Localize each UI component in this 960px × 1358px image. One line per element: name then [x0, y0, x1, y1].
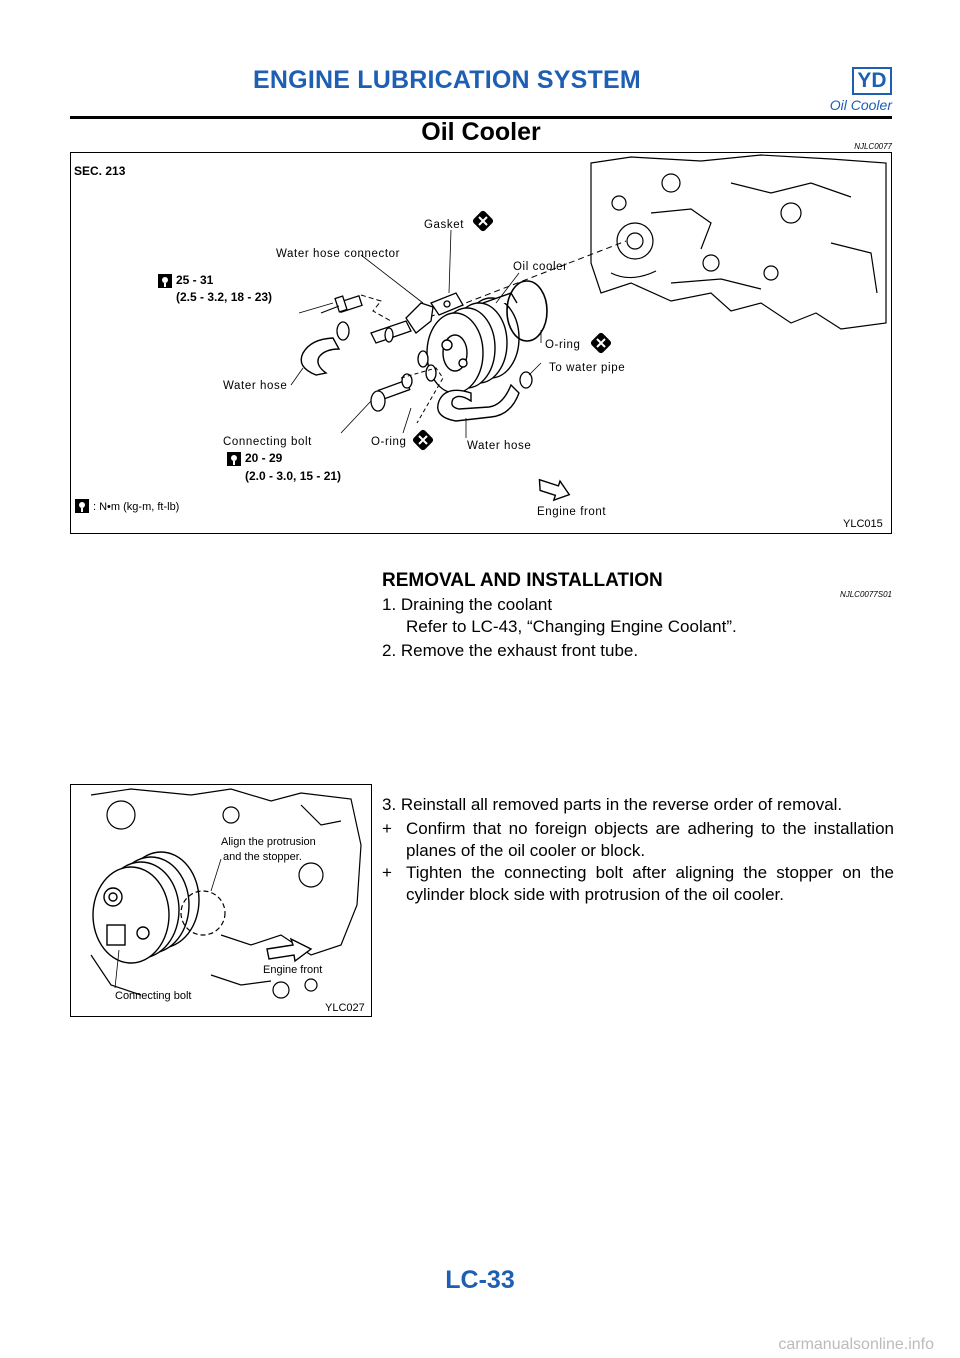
label-water-hose-1: Water hose — [223, 380, 288, 392]
step-3: 3. Reinstall all removed parts in the reverse order of removal. — [382, 795, 843, 814]
list-item — [382, 818, 894, 862]
figure-id: YLC027 — [325, 1002, 365, 1014]
label-align-1: Align the protrusion — [221, 836, 316, 848]
replace-icon — [412, 429, 435, 452]
watermark: carmanualsonline.info — [778, 1336, 934, 1353]
section-title: Oil Cooler — [421, 118, 541, 146]
sec-label: SEC. 213 — [74, 164, 126, 178]
figure-alignment — [70, 784, 372, 1017]
page-number: LC-33 — [445, 1266, 515, 1294]
label-engine-front: Engine front — [537, 506, 607, 518]
list-item — [382, 862, 894, 906]
torque-icon — [227, 452, 241, 466]
figure-exploded-view — [70, 152, 892, 534]
label-water-hose-connector: Water hose connector — [276, 248, 401, 260]
replace-icon — [472, 210, 495, 233]
figure-id: YLC015 — [843, 518, 883, 530]
step-1-detail: Refer to LC-43, “Changing Engine Coolant”. — [406, 617, 737, 636]
connecting-bolt-drawing — [371, 374, 412, 411]
label-engine-front: Engine front — [263, 964, 323, 976]
label-water-hose-2: Water hose — [467, 440, 532, 452]
figure-exploded-svg — [71, 153, 891, 533]
removal-ref: NJLC0077S01 — [839, 590, 892, 599]
label-to-water-pipe: To water pipe — [549, 362, 626, 374]
torque-icon — [75, 499, 89, 513]
label-torque-2: 20 - 29 — [245, 451, 283, 465]
figure-alignment-svg — [71, 785, 371, 1016]
label-torque-1: 25 - 31 — [176, 273, 214, 287]
label-connecting-bolt: Connecting bolt — [115, 990, 192, 1002]
oil-cooler-drawing — [93, 852, 199, 963]
label-torque-1-sub: (2.5 - 3.2, 18 - 23) — [176, 290, 273, 304]
label-torque-2-sub: (2.0 - 3.0, 15 - 21) — [245, 469, 342, 483]
step-1: 1. Draining the coolant — [382, 595, 553, 614]
header-subtitle: Oil Cooler — [829, 97, 892, 113]
torque-icon — [158, 274, 172, 288]
section-ref: NJLC0077 — [854, 142, 892, 151]
engine-block-drawing — [591, 155, 886, 329]
engine-front-arrow-icon — [267, 939, 311, 961]
bullet-text: Tighten the connecting bolt after aligning the stopper on the cylinder block side with protrusion of the oil cooler. — [406, 863, 894, 904]
label-oring-2: O-ring — [371, 436, 407, 448]
replace-icon — [590, 332, 613, 355]
removal-heading: REMOVAL AND INSTALLATION — [382, 570, 663, 591]
bullet-text: Confirm that no foreign objects are adhering to the installation planes of the oil cooler or block. — [406, 819, 894, 860]
label-legend: : N•m (kg-m, ft-lb) — [93, 501, 180, 513]
water-hose-left-drawing — [301, 338, 339, 375]
label-oil-cooler: Oil cooler — [513, 261, 568, 273]
label-oring-1: O-ring — [545, 339, 581, 351]
hose-connector-drawing — [371, 303, 433, 343]
label-align-2: and the stopper. — [223, 851, 302, 863]
chapter-title: ENGINE LUBRICATION SYSTEM — [253, 66, 641, 94]
bolt-drawing — [335, 296, 362, 312]
label-gasket: Gasket — [424, 219, 465, 231]
label-connecting-bolt: Connecting bolt — [223, 436, 312, 448]
engine-front-arrow-icon — [535, 475, 573, 504]
bullet-icon: + — [382, 819, 392, 838]
engine-code-badge: YD — [852, 67, 892, 95]
step-2: 2. Remove the exhaust front tube. — [382, 641, 639, 660]
bullet-icon: + — [382, 863, 392, 882]
